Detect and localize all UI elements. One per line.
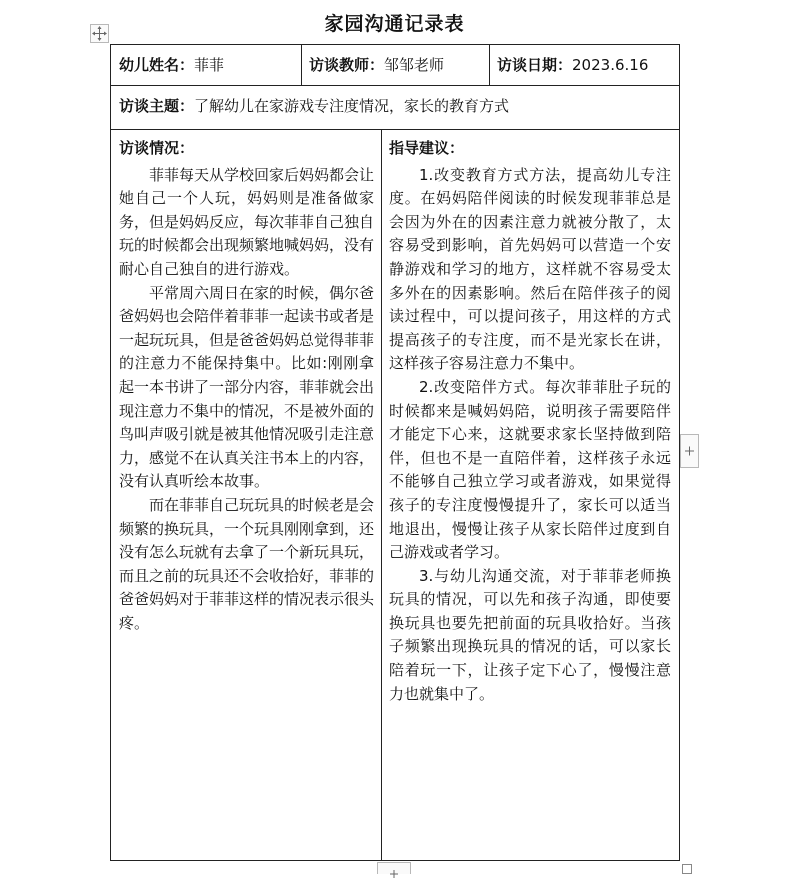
- topic-cell[interactable]: [119, 96, 509, 116]
- communication-record-table: [110, 44, 680, 861]
- resize-corner-icon: [682, 864, 698, 875]
- move-icon: [91, 25, 108, 42]
- column-divider: [381, 129, 382, 860]
- table-move-handle[interactable]: [90, 24, 109, 43]
- plus-icon: [378, 868, 410, 878]
- child-name-cell[interactable]: [119, 55, 224, 75]
- column-divider: [489, 45, 490, 85]
- row-divider: [111, 129, 679, 130]
- plus-icon: [681, 435, 698, 467]
- situation-paragraph: 平常周六周日在家的时候，偶尔爸爸妈妈也会陪伴着菲菲一起读书或者是一起玩玩具，但是爸爸妈妈总觉得菲菲的注意力不能保持集中。比如:刚刚拿起一本书讲了一部分内容，菲菲就会出现注意力不集中的情况，不是被外面的鸟叫声吸引就是被其他情况吸引走注意力，感觉不在认真关注书本上的内容，没有认真听绘本故事。: [119, 283, 375, 491]
- document-title: 家园沟通记录表: [324, 13, 465, 35]
- topic-value: 了解幼儿在家游戏专注度情况，家长的教育方式: [194, 97, 510, 115]
- column-divider: [301, 45, 302, 85]
- situation-cell[interactable]: [119, 137, 374, 635]
- add-column-button[interactable]: [680, 434, 699, 468]
- advice-paragraph: 3.与幼儿沟通交流，对于菲菲老师换玩具的情况，可以先和孩子沟通，即使要换玩具也要先把前面的玩具收拾好。当孩子频繁出现换玩具的情况的话，可以家长陪着玩一下，让孩子定下心了，慢慢注意力也就集中了。: [389, 566, 671, 703]
- teacher-label: 访谈教师：: [309, 56, 385, 74]
- row-divider: [111, 85, 679, 86]
- date-value: 2023.6.16: [572, 56, 649, 74]
- teacher-value: 邹邹老师: [384, 56, 445, 74]
- topic-label: 访谈主题：: [119, 97, 195, 115]
- add-row-button[interactable]: [377, 862, 411, 874]
- date-label: 访谈日期：: [497, 56, 573, 74]
- table-resize-handle[interactable]: [682, 860, 698, 871]
- date-cell[interactable]: [497, 55, 648, 75]
- advice-heading: 指导建议：: [389, 139, 465, 157]
- teacher-cell[interactable]: [309, 55, 444, 75]
- situation-paragraph: 菲菲每天从学校回家后妈妈都会让她自己一个人玩，妈妈则是准备做家务，但是妈妈反应，每次菲菲自己独自玩的时候都会出现频繁地喊妈妈，没有耐心自己独自的进行游戏。: [119, 165, 375, 278]
- advice-paragraph: 1.改变教育方式方法，提高幼儿专注度。在妈妈陪伴阅读的时候发现菲菲总是会因为外在的因素注意力就被分散了，太容易受到影响，首先妈妈可以营造一个安静游戏和学习的地方，这样就不容易受太多外在的因素影响。然后在陪伴孩子的阅读过程中，可以提问孩子，用这样的方式提高孩子的专注度，而不是光家长在讲，这样孩子容易注意力不集中。: [389, 165, 671, 373]
- child-name-label: 幼儿姓名：: [119, 56, 195, 74]
- advice-cell[interactable]: [389, 137, 671, 706]
- advice-paragraph: 2.改变陪伴方式。每次菲菲肚子玩的时候都来是喊妈妈陪，说明孩子需要陪伴才能定下心来，这就要求家长坚持做到陪伴，但也不是一直陪伴着，这样孩子永远不能够自己独立学习或者游戏，如果觉得孩子的专注度慢慢提升了，家长可以适当地退出，慢慢让孩子从家长陪伴过度到自己游戏或者学习。: [389, 377, 671, 562]
- child-name-value: 菲菲: [194, 56, 225, 74]
- situation-heading: 访谈情况：: [119, 139, 195, 157]
- situation-paragraph: 而在菲菲自己玩玩具的时候老是会频繁的换玩具，一个玩具刚刚拿到，还没有怎么玩就有去拿了一个新玩具玩，而且之前的玩具还不会收拾好，菲菲的爸爸妈妈对于菲菲这样的情况表示很头疼。: [119, 495, 375, 632]
